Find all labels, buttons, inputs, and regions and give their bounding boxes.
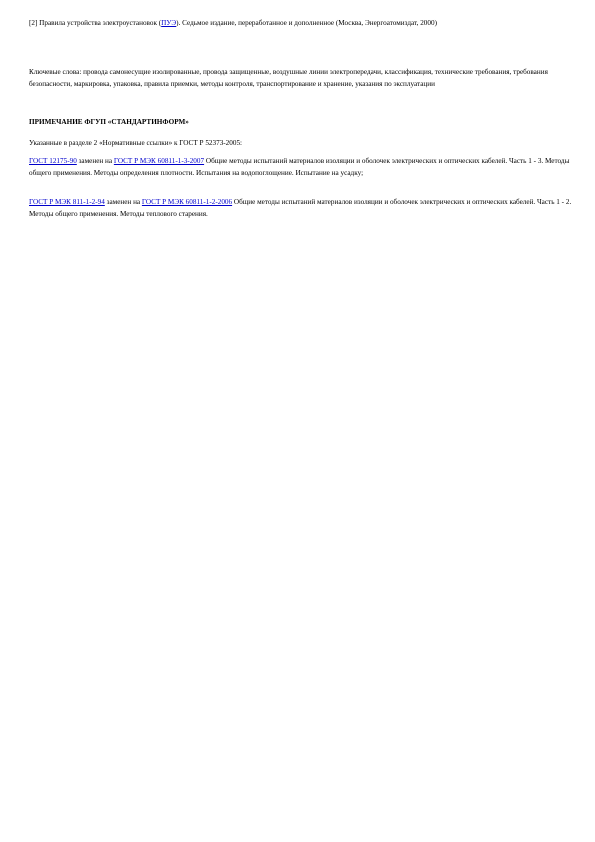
replacement-description: Общие методы испытаний материалов изоляции и оболочек электрических и оптических кабелей. Часть 1 - 2. Методы общего применения. Методы теплового старения.: [29, 198, 572, 218]
keywords-paragraph: Ключевые слова: провода самонесущие изолированные, провода защищенные, воздушные линии электропередачи, классификация, технические требования, требования безопасности, маркировка, упаковка, правила приемки, методы контроля, транспортирование и хранение, указания по эксплуатации: [29, 68, 548, 88]
replacement-item: [29, 197, 574, 220]
replacement-description: Общие методы испытаний материалов изоляции и оболочек электрических и оптических кабелей. Часть 1 - 3. Методы общего применения. Методы определения плотности. Испытания на водопоглощение. Испытание на усадку;: [29, 157, 570, 177]
replacement-item: [29, 156, 574, 179]
note-intro: Указанные в разделе 2 «Нормативные ссылки» к ГОСТ Р 52373-2005:: [29, 139, 243, 147]
note-heading: ПРИМЕЧАНИЕ ФГУП «СТАНДАРТИНФОРМ»: [29, 118, 189, 126]
replaced-text: заменен на: [104, 198, 142, 206]
pue-link[interactable]: ПУЭ: [161, 19, 177, 27]
replaced-text: заменен на: [76, 157, 114, 165]
new-standard-link[interactable]: ГОСТ Р МЭК 60811-1-2-2006: [141, 198, 233, 206]
new-standard-link[interactable]: ГОСТ Р МЭК 60811-1-3-2007: [113, 157, 205, 165]
reference-item-2: [29, 18, 574, 30]
old-standard-link[interactable]: ГОСТ 12175-90: [29, 157, 77, 165]
old-standard-link[interactable]: ГОСТ Р МЭК 811-1-2-94: [29, 198, 105, 206]
reference-prefix: [2] Правила устройства электроустановок (: [29, 19, 162, 27]
reference-suffix: ). Седьмое издание, переработанное и дополненное (Москва, Энергоатомиздат, 2000): [176, 19, 437, 27]
